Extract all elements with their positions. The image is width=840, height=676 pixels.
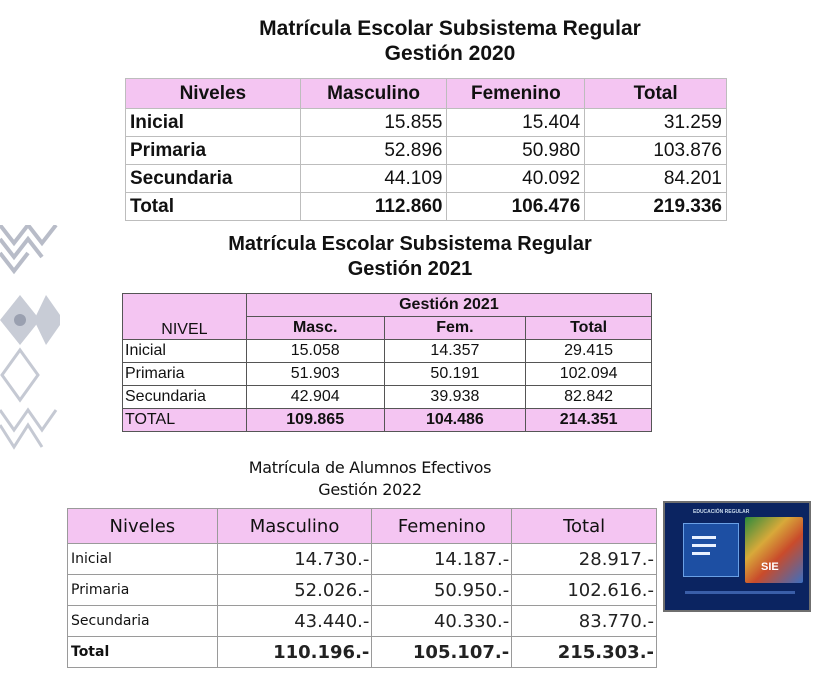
row-label: Secundaria [68, 606, 218, 637]
cell-masc: 51.903 [246, 363, 384, 386]
cell-fem: 39.938 [384, 386, 526, 409]
cell-masculino: 52.026.- [217, 575, 372, 606]
cell-femenino: 40.092 [447, 165, 585, 193]
cell-femenino: 50.980 [447, 137, 585, 165]
col-header-masculino: Masculino [217, 509, 372, 544]
cell-femenino: 105.107.- [372, 637, 512, 668]
cell-masculino: 44.109 [300, 165, 447, 193]
table-2022 [67, 508, 657, 668]
table-row [126, 109, 727, 137]
cell-masc: 15.058 [246, 340, 384, 363]
group-header-gestion: Gestión 2021 [246, 294, 651, 317]
row-label: Inicial [68, 544, 218, 575]
cell-total: 102.094 [526, 363, 652, 386]
col-header-niveles: Niveles [126, 79, 301, 109]
row-label: Secundaria [126, 165, 301, 193]
cell-femenino: 14.187.- [372, 544, 512, 575]
cell-masculino: 43.440.- [217, 606, 372, 637]
cell-femenino: 106.476 [447, 193, 585, 221]
table-group-header-row [123, 294, 652, 317]
title-2020-line1: Matrícula Escolar Subsistema Regular [259, 17, 641, 40]
table-row [126, 165, 727, 193]
title-2021 [150, 232, 670, 282]
cell-masc: 42.904 [246, 386, 384, 409]
table-header-row [126, 79, 727, 109]
cell-masculino: 110.196.- [217, 637, 372, 668]
cell-total: 29.415 [526, 340, 652, 363]
title-2022-line2: Gestión 2022 [318, 480, 422, 499]
table-row [126, 137, 727, 165]
thumbnail-footer-bar [685, 591, 795, 594]
cell-fem: 14.357 [384, 340, 526, 363]
login-card-image [683, 523, 739, 577]
row-label: TOTAL [123, 409, 247, 432]
col-header-total: Total [585, 79, 727, 109]
col-header-niveles: Niveles [68, 509, 218, 544]
cell-total: 28.917.- [512, 544, 657, 575]
cell-fem: 104.486 [384, 409, 526, 432]
title-2020 [190, 16, 710, 66]
title-2021-line2: Gestión 2021 [347, 258, 473, 280]
table-2021 [122, 293, 652, 432]
decorative-pattern [0, 225, 60, 450]
cell-masculino: 112.860 [300, 193, 447, 221]
table-total-row [123, 409, 652, 432]
cell-masculino: 52.896 [300, 137, 447, 165]
cell-total: 84.201 [585, 165, 727, 193]
cell-femenino: 40.330.- [372, 606, 512, 637]
row-label: Primaria [126, 137, 301, 165]
cell-total: 103.876 [585, 137, 727, 165]
col-header-total: Total [512, 509, 657, 544]
table-row [123, 363, 652, 386]
title-2022-line1: Matrícula de Alumnos Efectivos [248, 458, 492, 477]
title-2021-line1: Matrícula Escolar Subsistema Regular [228, 233, 592, 255]
table-row [123, 386, 652, 409]
cell-total: 102.616.- [512, 575, 657, 606]
title-2022 [180, 457, 560, 501]
cell-total: 215.303.- [512, 637, 657, 668]
cell-fem: 50.191 [384, 363, 526, 386]
cell-total: 82.842 [526, 386, 652, 409]
col-header-masc: Masc. [246, 317, 384, 340]
cell-masculino: 14.730.- [217, 544, 372, 575]
row-label: Secundaria [123, 386, 247, 409]
cell-masc: 109.865 [246, 409, 384, 432]
col-header-total: Total [526, 317, 652, 340]
cell-total: 83.770.- [512, 606, 657, 637]
table-total-row [126, 193, 727, 221]
col-header-nivel: NIVEL [123, 294, 247, 340]
cell-masculino: 15.855 [300, 109, 447, 137]
col-header-femenino: Femenino [447, 79, 585, 109]
table-row [68, 575, 657, 606]
table-total-row [68, 637, 657, 668]
cell-femenino: 50.950.- [372, 575, 512, 606]
title-2020-line2: Gestión 2020 [384, 42, 516, 65]
table-row [68, 606, 657, 637]
col-header-masculino: Masculino [300, 79, 447, 109]
cell-total: 219.336 [585, 193, 727, 221]
sie-logo: SIE [761, 561, 779, 573]
cell-total: 31.259 [585, 109, 727, 137]
cell-total: 214.351 [526, 409, 652, 432]
table-row [123, 340, 652, 363]
table-row [68, 544, 657, 575]
students-photo [745, 517, 803, 583]
row-label: Total [68, 637, 218, 668]
col-header-fem: Fem. [384, 317, 526, 340]
row-label: Primaria [68, 575, 218, 606]
row-label: Inicial [126, 109, 301, 137]
table-header-row [68, 509, 657, 544]
row-label: Inicial [123, 340, 247, 363]
sie-portal-thumbnail [663, 501, 811, 612]
row-label: Primaria [123, 363, 247, 386]
cell-femenino: 15.404 [447, 109, 585, 137]
col-header-femenino: Femenino [372, 509, 512, 544]
row-label: Total [126, 193, 301, 221]
table-2020 [125, 78, 727, 221]
thumbnail-header: EDUCACIÓN REGULAR [693, 509, 750, 515]
